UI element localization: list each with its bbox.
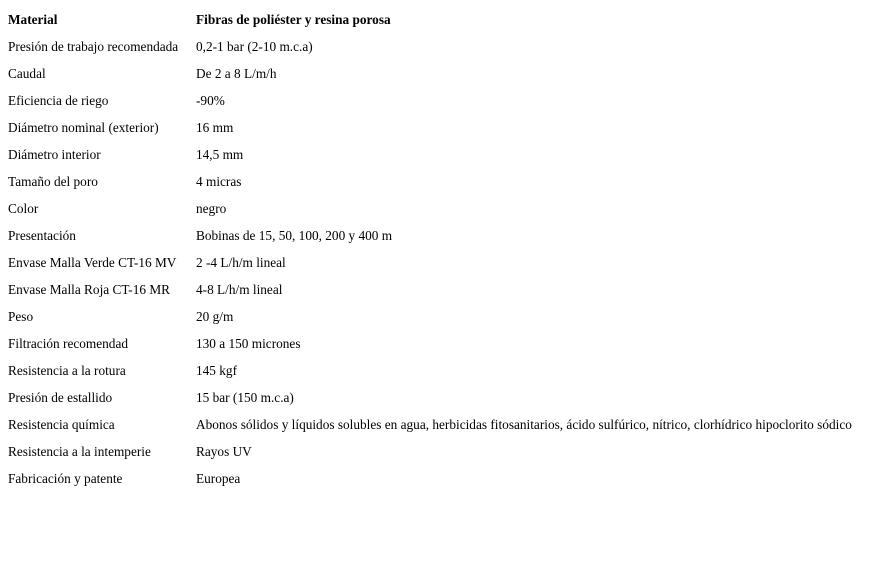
table-row: [7, 34, 853, 59]
table-row: [7, 223, 853, 248]
row-label-cell: Presión de trabajo recomendada: [8, 38, 179, 54]
row-label-cell: Resistencia a la intemperie: [8, 443, 151, 459]
row-label-cell: Tamaño del poro: [8, 173, 98, 189]
table-row: [7, 439, 853, 464]
row-value-cell: Rayos UV: [196, 443, 252, 459]
table-row: [7, 385, 853, 410]
row-value-cell: -90%: [196, 92, 225, 108]
row-value-cell: De 2 a 8 L/m/h: [196, 65, 277, 81]
row-label-cell: Resistencia química: [8, 416, 115, 432]
row-label-cell: Color: [8, 200, 39, 216]
row-label-cell: Resistencia a la rotura: [8, 362, 126, 378]
row-value-cell: 2 -4 L/h/m lineal: [196, 254, 286, 270]
table-row: [7, 358, 853, 383]
row-value-cell: 130 a 150 micrones: [196, 335, 301, 351]
table-row: [7, 250, 853, 275]
table-row: [7, 61, 853, 86]
table-row: [7, 277, 853, 302]
row-value-cell: Bobinas de 15, 50, 100, 200 y 400 m: [196, 227, 393, 243]
table-row: [7, 304, 853, 329]
table-header-row: [7, 7, 853, 32]
row-label-cell: Filtración recomendad: [8, 335, 128, 351]
table-row: [7, 196, 853, 221]
row-label-cell: Diámetro interior: [8, 146, 101, 162]
row-label-cell: Presentación: [8, 227, 76, 243]
header-value-cell: Fibras de poliéster y resina porosa: [196, 11, 391, 27]
row-value-cell: 20 g/m: [196, 308, 234, 324]
table-row: [7, 331, 853, 356]
row-value-cell: 16 mm: [196, 119, 234, 135]
row-label-cell: Fabricación y patente: [8, 470, 123, 486]
row-value-cell: Abonos sólidos y líquidos solubles en agua, herbicidas fitosanitarios, ácido sulfúrico, nítrico, clorhídrico hipoclorito sódico: [196, 416, 852, 432]
row-label-cell: Presión de estallido: [8, 389, 113, 405]
table-row: [7, 115, 853, 140]
row-value-cell: negro: [196, 200, 227, 216]
row-value-cell: 4 micras: [196, 173, 242, 189]
row-label-cell: Eficiencia de riego: [8, 92, 109, 108]
row-label-cell: Peso: [8, 308, 34, 324]
row-label-cell: Caudal: [8, 65, 46, 81]
row-label-cell: Envase Malla Verde CT-16 MV: [8, 254, 177, 270]
row-value-cell: 15 bar (150 m.c.a): [196, 389, 294, 405]
row-value-cell: 0,2-1 bar (2-10 m.c.a): [196, 38, 313, 54]
table-row: [7, 88, 853, 113]
specifications-table: [5, 5, 855, 493]
row-value-cell: 14,5 mm: [196, 146, 244, 162]
row-value-cell: 145 kgf: [196, 362, 237, 378]
table-row: [7, 466, 853, 491]
row-value-cell: Europea: [196, 470, 241, 486]
table-row: [7, 412, 853, 437]
table-row: [7, 142, 853, 167]
row-value-cell: 4-8 L/h/m lineal: [196, 281, 283, 297]
table-row: [7, 169, 853, 194]
row-label-cell: Diámetro nominal (exterior): [8, 119, 159, 135]
row-label-cell: Envase Malla Roja CT-16 MR: [8, 281, 171, 297]
header-label-cell: Material: [8, 11, 58, 27]
